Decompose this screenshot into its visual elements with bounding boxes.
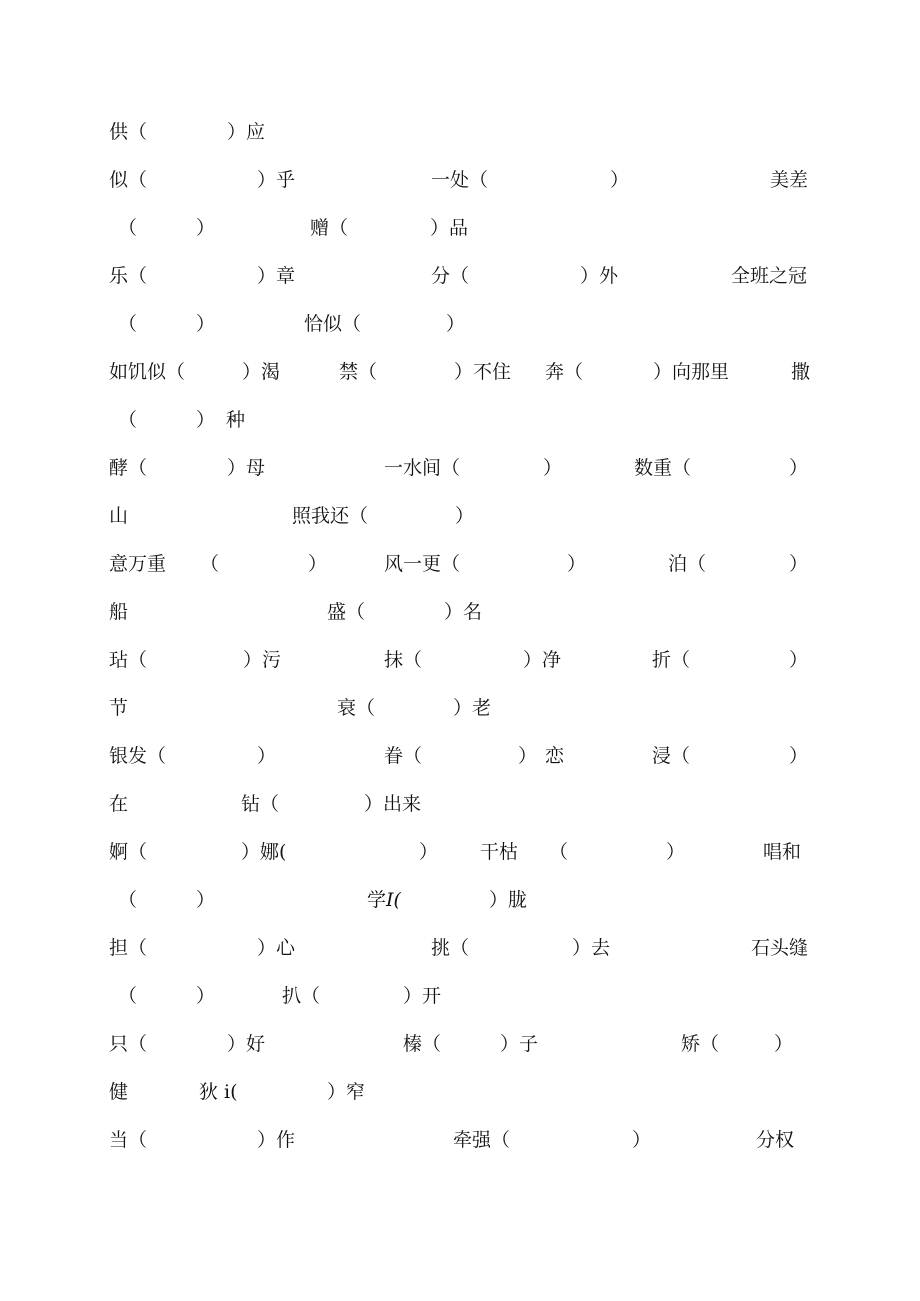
line-segment: ）净 <box>523 649 562 671</box>
worksheet-line <box>0 645 920 675</box>
line-segment: ）向那里 <box>653 361 730 383</box>
worksheet-line <box>0 213 920 243</box>
line-segment: 赠（ <box>310 217 349 239</box>
line-segment: （ <box>118 313 138 335</box>
line-segment: ）名 <box>444 601 483 623</box>
worksheet-line <box>0 981 920 1011</box>
line-segment: ） <box>196 889 216 911</box>
line-segment: 衰（ <box>337 697 376 719</box>
line-segment: ） <box>610 169 630 191</box>
line-segment: 禁（ <box>339 361 378 383</box>
worksheet-line <box>0 117 920 147</box>
worksheet-line <box>0 501 920 531</box>
line-segment: 恋 <box>545 745 565 767</box>
line-segment: ）应 <box>227 121 266 143</box>
line-segment: （ <box>200 553 220 575</box>
line-segment: 供（ <box>109 121 148 143</box>
line-segment: ）窄 <box>327 1081 366 1103</box>
line-segment: 数重（ <box>634 457 692 479</box>
line-segment: ）不住 <box>454 361 512 383</box>
line-segment: 山 <box>109 505 129 527</box>
line-segment: 担（ <box>109 937 148 959</box>
line-segment: 折（ <box>652 649 691 671</box>
line-segment: 在 <box>109 793 129 815</box>
line-segment: 分权 <box>756 1129 795 1151</box>
line-segment: 当（ <box>109 1129 148 1151</box>
line-segment: 盛（ <box>327 601 366 623</box>
line-segment: 只（ <box>109 1033 148 1055</box>
line-segment: ）去 <box>572 937 611 959</box>
worksheet-line <box>0 405 920 435</box>
line-segment: 扒（ <box>282 985 321 1007</box>
line-segment: ）老 <box>453 697 492 719</box>
line-segment: 分（ <box>431 265 470 287</box>
line-segment: ）作 <box>257 1129 296 1151</box>
line-segment: ） <box>257 745 277 767</box>
line-segment: 似（ <box>109 169 148 191</box>
worksheet-line <box>0 261 920 291</box>
worksheet-line <box>0 597 920 627</box>
line-segment: ）胧 <box>489 889 528 911</box>
line-segment: 撒 <box>791 361 811 383</box>
worksheet-line <box>0 309 920 339</box>
line-segment: 抹（ <box>384 649 423 671</box>
line-segment: 美差 <box>770 169 809 191</box>
line-segment: ）开 <box>403 985 442 1007</box>
line-segment: 唱和 <box>763 841 802 863</box>
line-segment: ） <box>196 217 216 239</box>
line-segment: ）乎 <box>257 169 296 191</box>
line-segment: 榛（ <box>403 1033 442 1055</box>
worksheet-line <box>0 453 920 483</box>
line-segment: （ <box>118 985 138 1007</box>
line-segment: 泊（ <box>668 553 707 575</box>
line-segment: 一处（ <box>431 169 489 191</box>
line-segment: 牵强（ <box>453 1129 511 1151</box>
line-segment: 狄 i( <box>199 1081 238 1103</box>
line-segment: 学 <box>367 889 387 911</box>
line-segment: 银发（ <box>109 745 167 767</box>
worksheet-line <box>0 741 920 771</box>
line-segment: 奔（ <box>545 361 584 383</box>
line-segment: 照我还（ <box>292 505 369 527</box>
line-segment: ） <box>774 1033 794 1055</box>
line-segment: ） <box>518 745 538 767</box>
line-segment: 种 <box>226 409 246 431</box>
line-segment: 节 <box>109 697 129 719</box>
worksheet-line <box>0 357 920 387</box>
line-segment: （ <box>549 841 569 863</box>
worksheet-line <box>0 1125 920 1155</box>
line-segment: ） <box>789 649 809 671</box>
line-segment: 酵（ <box>109 457 148 479</box>
line-segment: ） <box>666 841 686 863</box>
line-segment: ） <box>543 457 563 479</box>
line-segment: 意万重 <box>109 553 167 575</box>
line-segment: ） <box>446 313 466 335</box>
line-segment: ） <box>632 1129 652 1151</box>
line-segment: ） <box>789 745 809 767</box>
line-segment: ） <box>455 505 475 527</box>
line-segment: 健 <box>109 1081 129 1103</box>
line-segment: ）外 <box>580 265 619 287</box>
line-segment: （ <box>118 409 138 431</box>
line-segment: ）污 <box>243 649 282 671</box>
line-segment: ） <box>196 313 216 335</box>
line-segment: 浸（ <box>652 745 691 767</box>
worksheet-line <box>0 789 920 819</box>
line-segment: 玷（ <box>109 649 148 671</box>
line-segment: ）章 <box>257 265 296 287</box>
line-segment: 一水间（ <box>384 457 461 479</box>
line-segment: ）娜( <box>241 841 287 863</box>
line-segment: （ <box>118 217 138 239</box>
line-segment: ）渴 <box>242 361 281 383</box>
line-segment: 婀（ <box>109 841 148 863</box>
line-segment: 钻（ <box>241 793 280 815</box>
line-segment: ） <box>196 409 216 431</box>
line-segment: 恰似（ <box>304 313 362 335</box>
line-segment: ）母 <box>227 457 266 479</box>
worksheet-line <box>0 885 920 915</box>
line-segment: 矫（ <box>681 1033 720 1055</box>
line-segment: 风一更（ <box>384 553 461 575</box>
line-segment: ） <box>308 553 328 575</box>
line-segment: 全班之冠 <box>731 265 808 287</box>
line-segment: 挑（ <box>431 937 470 959</box>
line-segment: ） <box>789 553 809 575</box>
line-segment: （ <box>118 889 138 911</box>
line-segment: 石头缝 <box>751 937 809 959</box>
line-segment: ）子 <box>500 1033 539 1055</box>
line-segment: 干枯 <box>480 841 519 863</box>
line-segment: ） <box>196 985 216 1007</box>
worksheet-line <box>0 1029 920 1059</box>
line-segment: ）心 <box>257 937 296 959</box>
line-segment: 如饥似（ <box>109 361 186 383</box>
line-segment: ） <box>789 457 809 479</box>
worksheet-line <box>0 693 920 723</box>
line-segment: I( <box>386 889 401 911</box>
line-segment: 眷（ <box>384 745 423 767</box>
worksheet-line <box>0 165 920 195</box>
line-segment: ） <box>419 841 439 863</box>
worksheet-line <box>0 933 920 963</box>
line-segment: 船 <box>109 601 129 623</box>
line-segment: ） <box>567 553 587 575</box>
line-segment: 乐（ <box>109 265 148 287</box>
worksheet-line <box>0 549 920 579</box>
line-segment: ）好 <box>227 1033 266 1055</box>
line-segment: ）出来 <box>364 793 422 815</box>
line-segment: ）品 <box>430 217 469 239</box>
worksheet-line <box>0 1077 920 1107</box>
worksheet-line <box>0 837 920 867</box>
